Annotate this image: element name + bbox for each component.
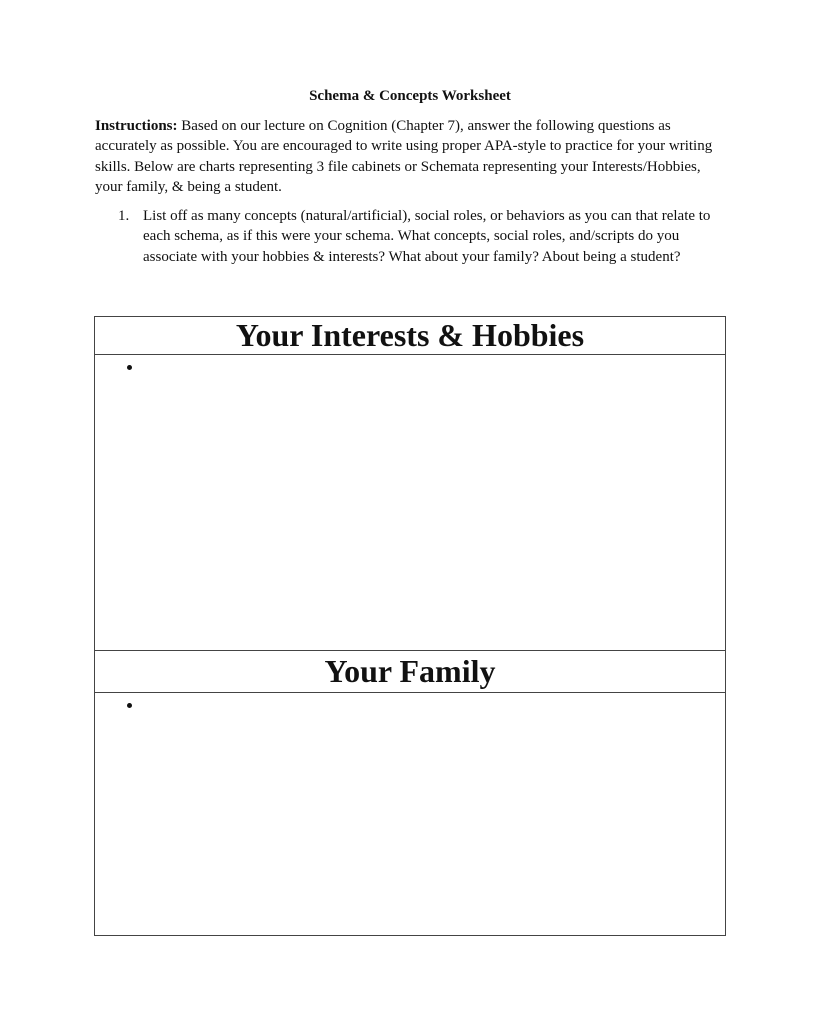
schema-answer-area-family[interactable] <box>95 693 725 935</box>
schema-answer-area-hobbies[interactable] <box>95 355 725 651</box>
schema-heading-family: Your Family <box>95 651 725 693</box>
schema-heading-hobbies: Your Interests & Hobbies <box>95 317 725 355</box>
page-title: Schema & Concepts Worksheet <box>309 88 511 104</box>
question-number: 1. <box>118 208 130 224</box>
bullet-point <box>127 703 132 708</box>
schema-table <box>94 316 726 936</box>
question-item <box>95 206 727 267</box>
instructions-paragraph <box>95 116 727 197</box>
bullet-point <box>127 365 132 370</box>
question-text: List off as many concepts (natural/artificial), social roles, or behaviors as you can that relate to each schema, as if this were your schema. What concepts, social roles, and/scripts do you associate with your hobbies & interests? What about your family? About being a student? <box>143 208 711 265</box>
instructions-text: Based on our lecture on Cognition (Chapter 7), answer the following questions as accurately as possible. You are encouraged to write using proper APA-style to practice for your writing skills. Below are charts representing 3 file cabinets or Schemata representing your Interests/Hobbies, your family, & being a student. <box>95 118 713 195</box>
question-list <box>95 206 727 267</box>
instructions-lead: Instructions: <box>95 118 178 134</box>
